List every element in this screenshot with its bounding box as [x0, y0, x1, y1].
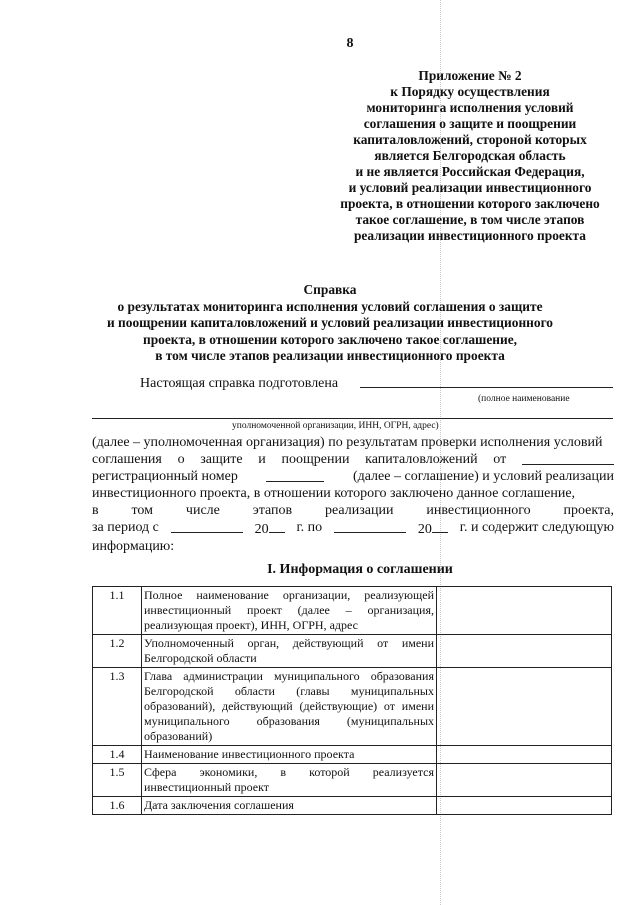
body-text: за период с: [92, 520, 159, 535]
body-word: от: [493, 452, 507, 467]
body-text: регистрационный номер: [92, 469, 238, 484]
appendix-line: Приложение № 2: [418, 68, 522, 83]
row-description: Наименование инвестиционного проекта: [142, 746, 437, 764]
appendix-line: соглашения о защите и поощрении: [363, 116, 577, 131]
appendix-line: мониторинга исполнения условий: [366, 100, 574, 115]
reference-subtitle-line: в том числе этапов реализации инвестиционного проекта: [155, 348, 505, 363]
body-word: о: [177, 452, 185, 467]
body-line: [92, 434, 614, 451]
body-word: защите: [200, 452, 243, 467]
body-line: [92, 451, 614, 468]
row-value: [437, 797, 612, 815]
row-number: 1.5: [93, 764, 142, 797]
registration-number-blank: [266, 468, 324, 482]
body-line: [92, 538, 614, 555]
body-word: инвестиционного: [426, 503, 531, 518]
body-word: реализации: [325, 503, 394, 518]
row-value: [437, 764, 612, 797]
appendix-line: такое соглашение, в том числе этапов: [355, 212, 585, 227]
body-text: 20: [254, 522, 269, 537]
appendix-header: [320, 68, 620, 244]
period-start-blank: [171, 519, 243, 533]
reference-subtitle-line: о результатах мониторинга исполнения условий соглашения о защите: [117, 298, 543, 314]
table-row: [93, 746, 612, 764]
row-value: [437, 635, 612, 668]
prepared-by-label: Настоящая справка подготовлена: [140, 376, 339, 391]
reference-body: [92, 434, 614, 555]
body-line: [92, 485, 614, 502]
row-description: Дата заключения соглашения: [142, 797, 437, 815]
row-description: Глава администрации муниципального образования Белгородской области (главы муниципальных образований), действующий (действующие) от имени муниципального образования (муниципальных образований): [142, 668, 437, 746]
body-text: (далее – соглашение) и условий реализации: [352, 469, 614, 484]
prepared-by-fill-line-2: [92, 418, 613, 419]
body-word: том: [131, 503, 154, 518]
table-row: [93, 635, 612, 668]
period-end-blank: [334, 519, 406, 533]
appendix-line: и не является Российская Федерация,: [355, 164, 585, 179]
prepared-by-fill-line: [360, 387, 613, 388]
row-value: [437, 746, 612, 764]
body-line: [92, 519, 614, 538]
body-text: 20: [417, 522, 432, 537]
row-description: Уполномоченный орган, действующий от имени Белгородской области: [142, 635, 437, 668]
period-end-year-blank: [432, 519, 448, 533]
row-description: Полное наименование организации, реализующей инвестиционный проект (далее – организация, реализующая проект), ИНН, ОГРН, адрес: [142, 587, 437, 635]
prepared-by-hint-2: уполномоченной организации, ИНН, ОГРН, адрес): [232, 421, 439, 431]
row-number: 1.4: [93, 746, 142, 764]
agreement-date-blank: [522, 451, 614, 465]
body-word: соглашения: [92, 452, 162, 467]
body-text: инвестиционного проекта, в отношении которого заключено данное соглашение,: [92, 486, 576, 501]
body-word: этапов: [252, 503, 293, 518]
period-start-year-blank: [269, 519, 285, 533]
appendix-line: капиталовложений, стороной которых: [353, 132, 587, 147]
body-text: информацию:: [92, 539, 175, 554]
appendix-line: является Белгородская область: [374, 148, 566, 163]
body-word: и: [258, 452, 266, 467]
body-word: проекта,: [563, 503, 614, 518]
table-row: [93, 587, 612, 635]
appendix-line: к Порядку осуществления: [390, 84, 550, 99]
section-title: I. Информация о соглашении: [267, 562, 453, 577]
body-text: г. по: [296, 520, 323, 535]
reference-title-block: [0, 282, 640, 365]
row-number: 1.2: [93, 635, 142, 668]
table-row: [93, 764, 612, 797]
reference-subtitle-line: проекта, в отношении которого заключено такое соглашение,: [142, 331, 518, 347]
body-line: [92, 468, 614, 485]
table-row: [93, 797, 612, 815]
row-value: [437, 587, 612, 635]
body-text: (далее – уполномоченная организация) по результатам проверки исполнения условий: [92, 435, 603, 450]
body-word: в: [92, 503, 99, 518]
page-number: 8: [346, 36, 354, 51]
body-word: поощрении: [281, 452, 350, 467]
appendix-line: реализации инвестиционного проекта: [353, 228, 586, 243]
row-number: 1.6: [93, 797, 142, 815]
row-number: 1.3: [93, 668, 142, 746]
body-word: числе: [185, 503, 220, 518]
agreement-info-table: [92, 586, 612, 815]
reference-subtitle-line: и поощрении капиталовложений и условий реализации инвестиционного: [106, 315, 554, 330]
reference-title: Справка: [303, 282, 357, 297]
appendix-line: проекта, в отношении которого заключено: [340, 196, 600, 211]
row-description: Сфера экономики, в которой реализуется инвестиционный проект: [142, 764, 437, 797]
table-row: [93, 668, 612, 746]
row-number: 1.1: [93, 587, 142, 635]
row-value: [437, 668, 612, 746]
body-word: капиталовложений: [365, 452, 478, 467]
prepared-by-hint-1: (полное наименование: [478, 394, 570, 404]
body-line: [92, 502, 614, 519]
appendix-line: и условий реализации инвестиционного: [348, 180, 592, 195]
body-text: г. и содержит следующую: [459, 520, 614, 535]
